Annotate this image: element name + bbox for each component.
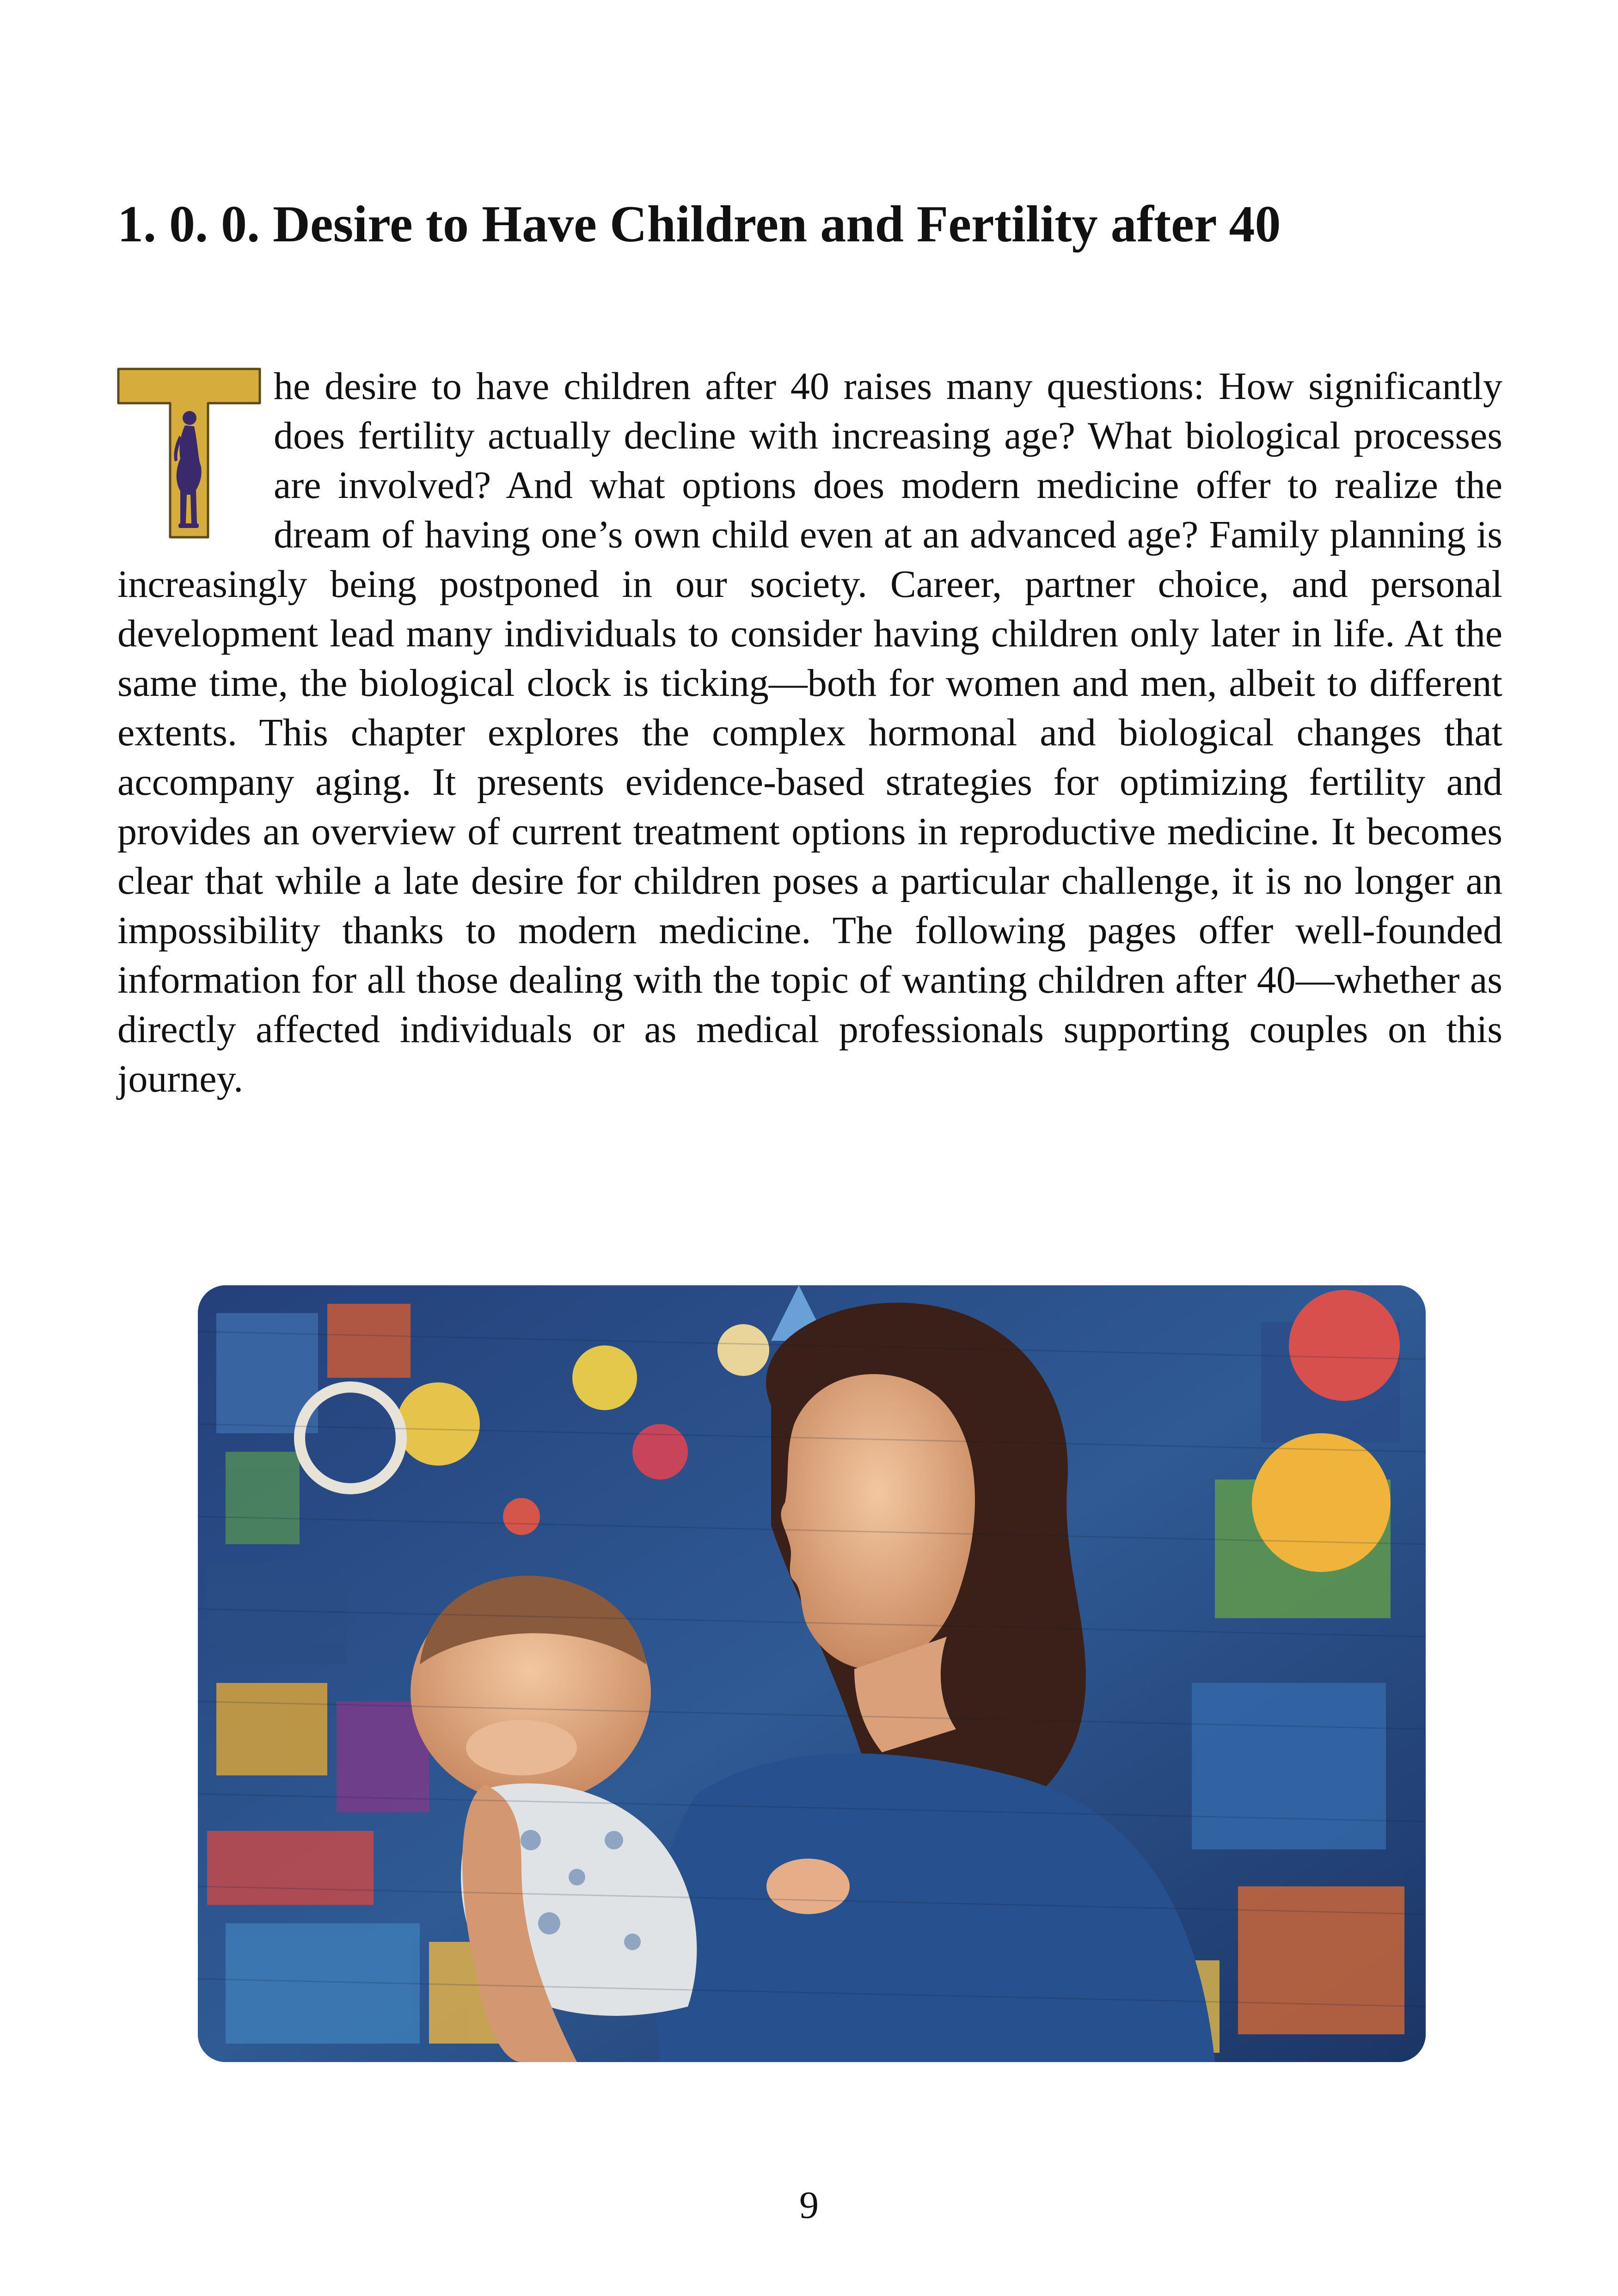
drop-cap-space bbox=[117, 362, 274, 556]
paragraph-text: he desire to have children after 40 raises many questions: How significantly does fertility actually decline with increasing age? What biological processes are involved? And what options does modern medicine offer to realize the dream of having one’s own child even at an advanced age? Family planning is increasingly being postponed in our society. Career, partner choice, and personal development lead many individuals to consider having children only later in life. At the same time, the biological clock is ticking—both for women and men, albeit to different extents. This chapter explores the complex hormonal and biological changes that accompany aging. It presents evidence-based strategies for optimizing fertility and provides an overview of current treatment options in reproductive medicine. It becomes clear that while a late desire for children poses a particular challenge, it is no longer an impossibility thanks to modern medicine. The following pages offer well-founded information for all those dealing with the topic of wanting children after 40—whether as directly affected individuals or as medical professionals supporting couples on this journey. bbox=[117, 365, 1502, 1100]
page-number: 9 bbox=[799, 2184, 819, 2227]
chapter-title: 1. 0. 0. Desire to Have Children and Fertility after 40 bbox=[117, 196, 1281, 253]
chapter-intro-paragraph bbox=[117, 362, 1502, 1104]
mother-and-baby-illustration bbox=[198, 1285, 1426, 2062]
